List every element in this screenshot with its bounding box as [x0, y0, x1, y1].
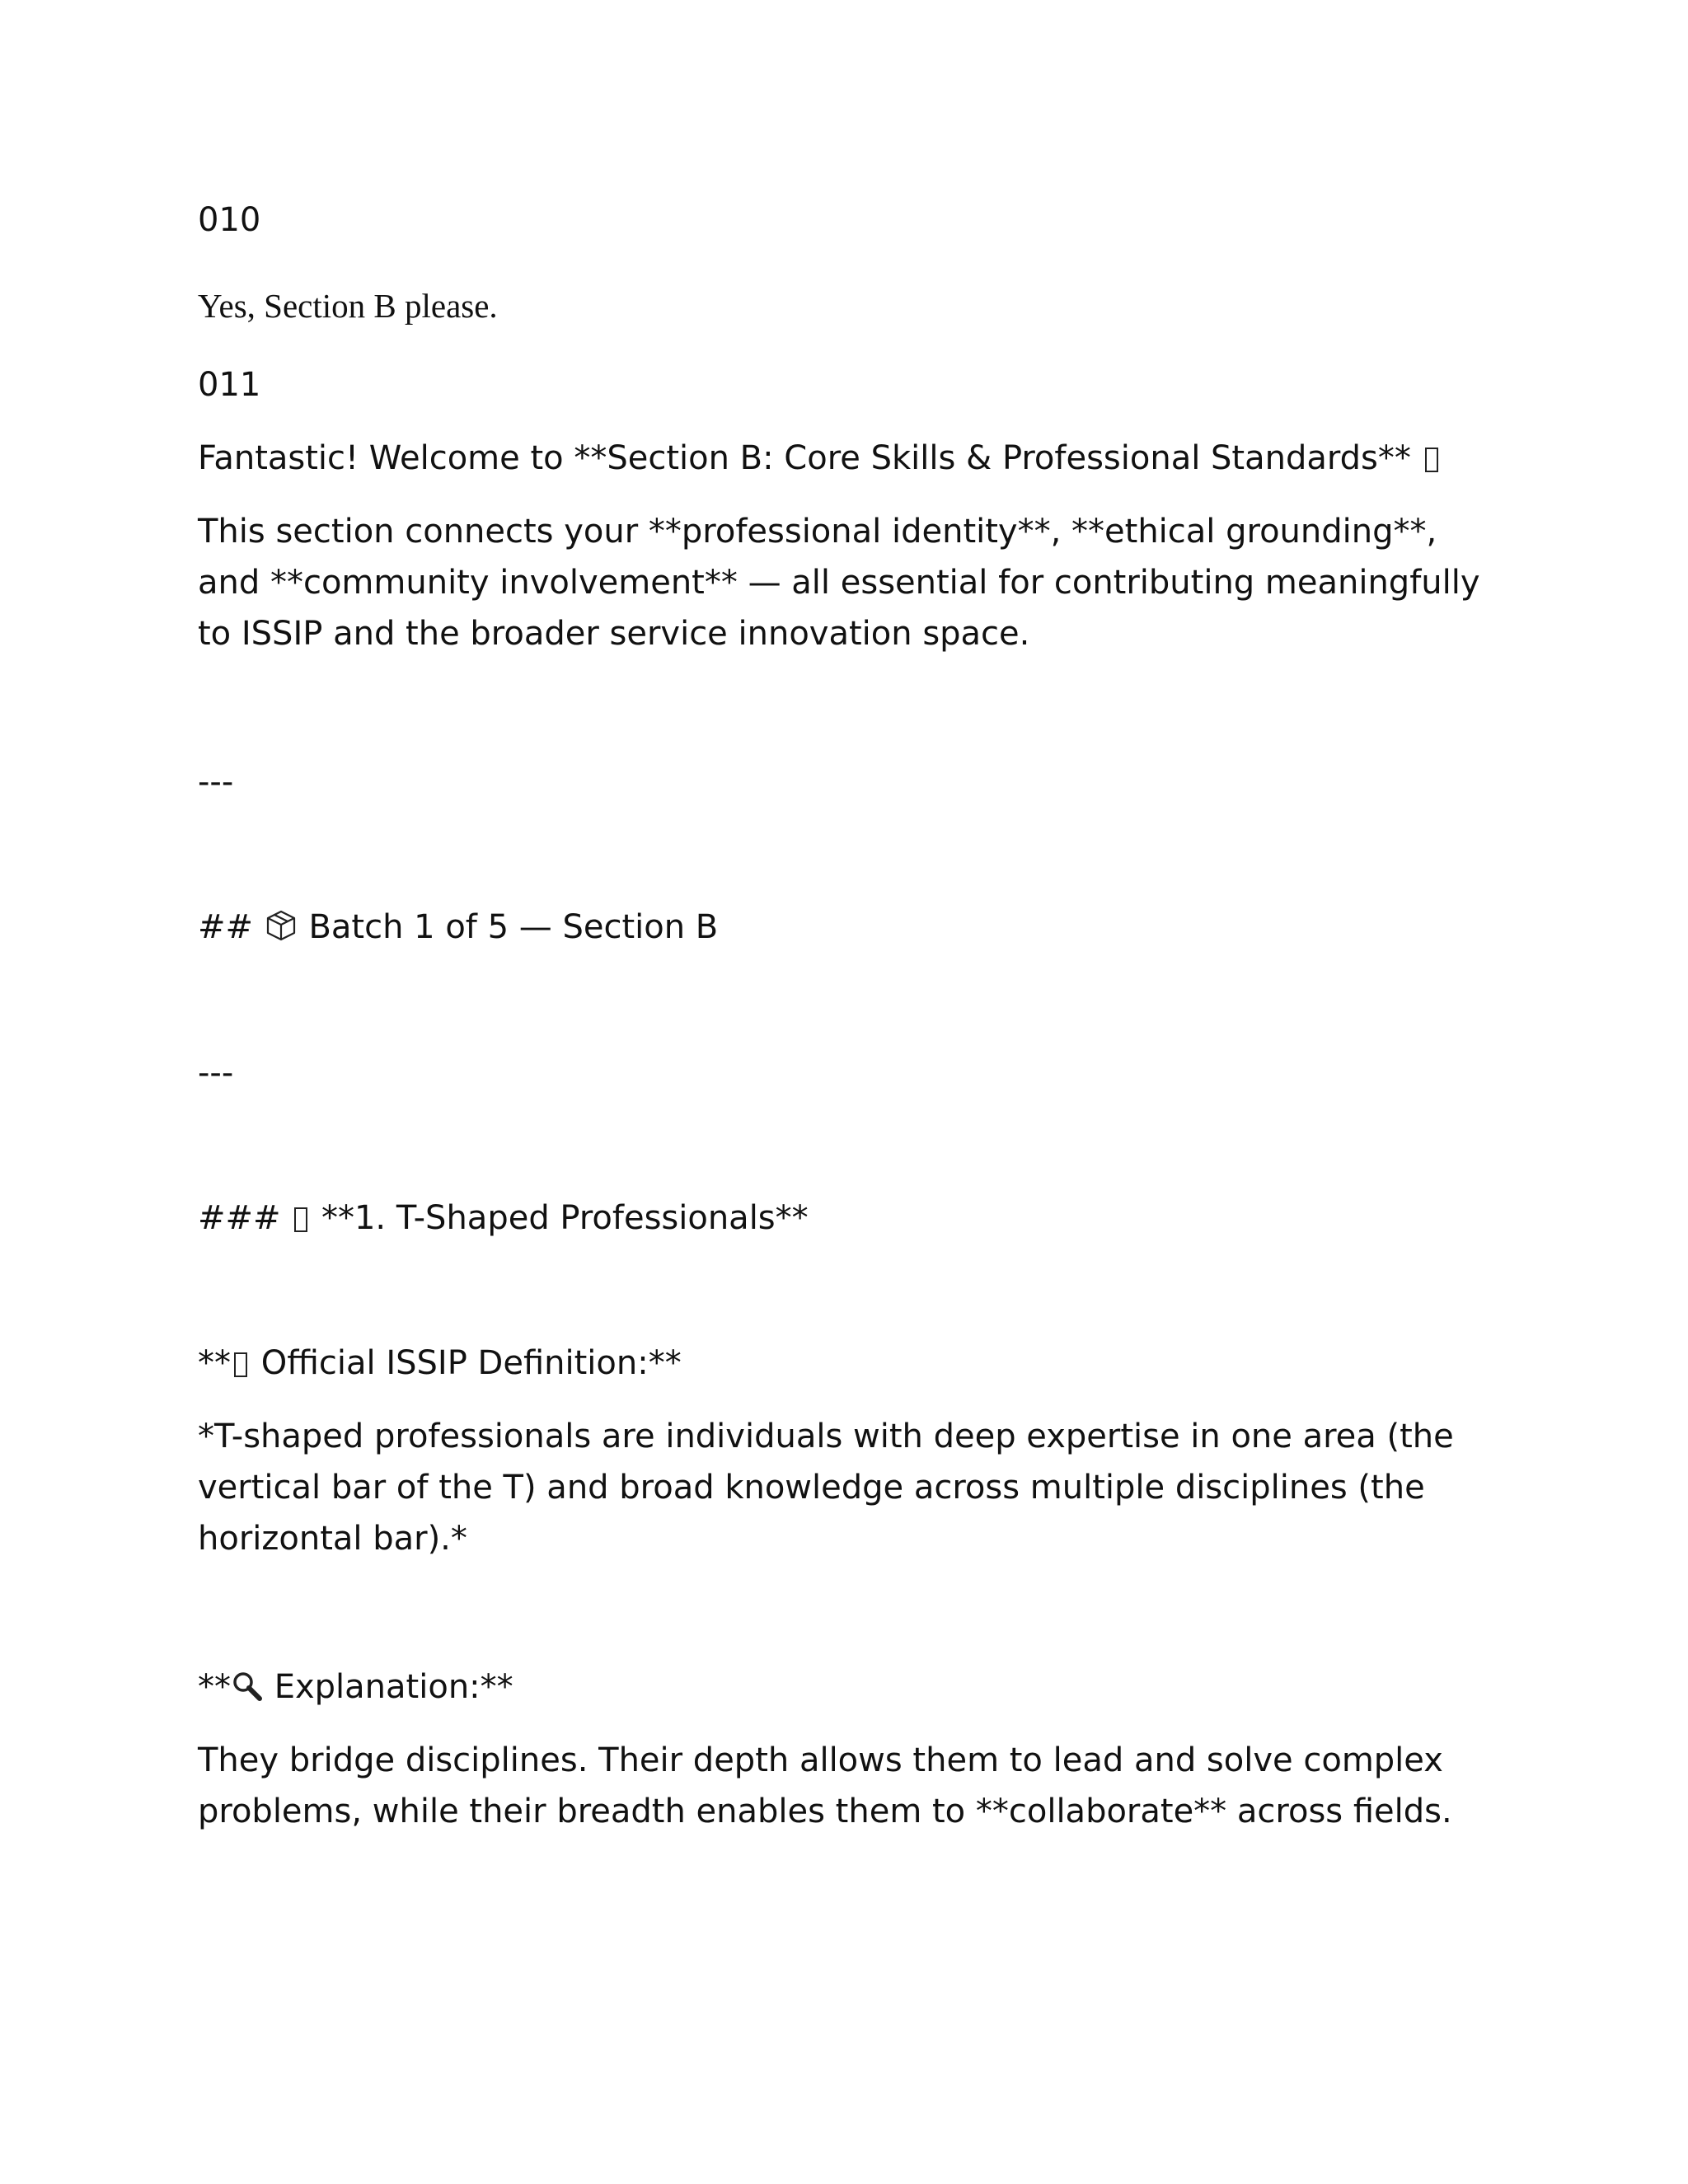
missing-glyph-icon: [1425, 448, 1438, 472]
explanation-label: [198, 1661, 1484, 1718]
explanation-label-text: Explanation:**: [274, 1668, 513, 1706]
missing-glyph-icon: [234, 1352, 247, 1377]
definition-label-text: Official ISSIP Definition:**: [260, 1344, 682, 1382]
batch-heading: [198, 902, 1484, 958]
topic-heading-prefix: ###: [198, 1199, 281, 1237]
horizontal-rule-2: ---: [198, 1054, 234, 1092]
batch-heading-prefix: ##: [198, 908, 254, 946]
missing-glyph-icon: [294, 1207, 307, 1232]
message-number-010: 010: [198, 201, 261, 239]
topic-heading: [198, 1193, 1484, 1244]
topic-heading-text: **1. T-Shaped Professionals**: [321, 1199, 809, 1237]
magnifier-icon: [231, 1666, 264, 1718]
definition-label: [198, 1338, 1484, 1389]
user-message: Yes, Section B please.: [198, 287, 498, 325]
intro-line-text: Fantastic! Welcome to **Section B: Core Skills & Professional Standards**: [198, 439, 1411, 477]
explanation-label-prefix: **: [198, 1668, 231, 1706]
package-icon: [264, 907, 298, 958]
intro-paragraph: This section connects your **professional identity**, **ethical grounding**, and **community involvement** — all essential for contributing meaningfully to ISSIP and the broader service innovation space.: [198, 513, 1491, 653]
definition-text: *T-shaped professionals are individuals with deep expertise in one area (the vertical bar of the T) and broad knowledge across multiple disciplines (the horizontal bar).*: [198, 1418, 1465, 1558]
intro-line: [198, 433, 1484, 484]
definition-label-prefix: **: [198, 1344, 231, 1382]
horizontal-rule-1: ---: [198, 763, 234, 801]
batch-heading-text: Batch 1 of 5 — Section B: [308, 908, 719, 946]
message-number-011: 011: [198, 366, 261, 404]
explanation-text: They bridge disciplines. Their depth allows them to lead and solve complex problems, while their breadth enables them to **collaborate** across fields.: [198, 1741, 1454, 1830]
